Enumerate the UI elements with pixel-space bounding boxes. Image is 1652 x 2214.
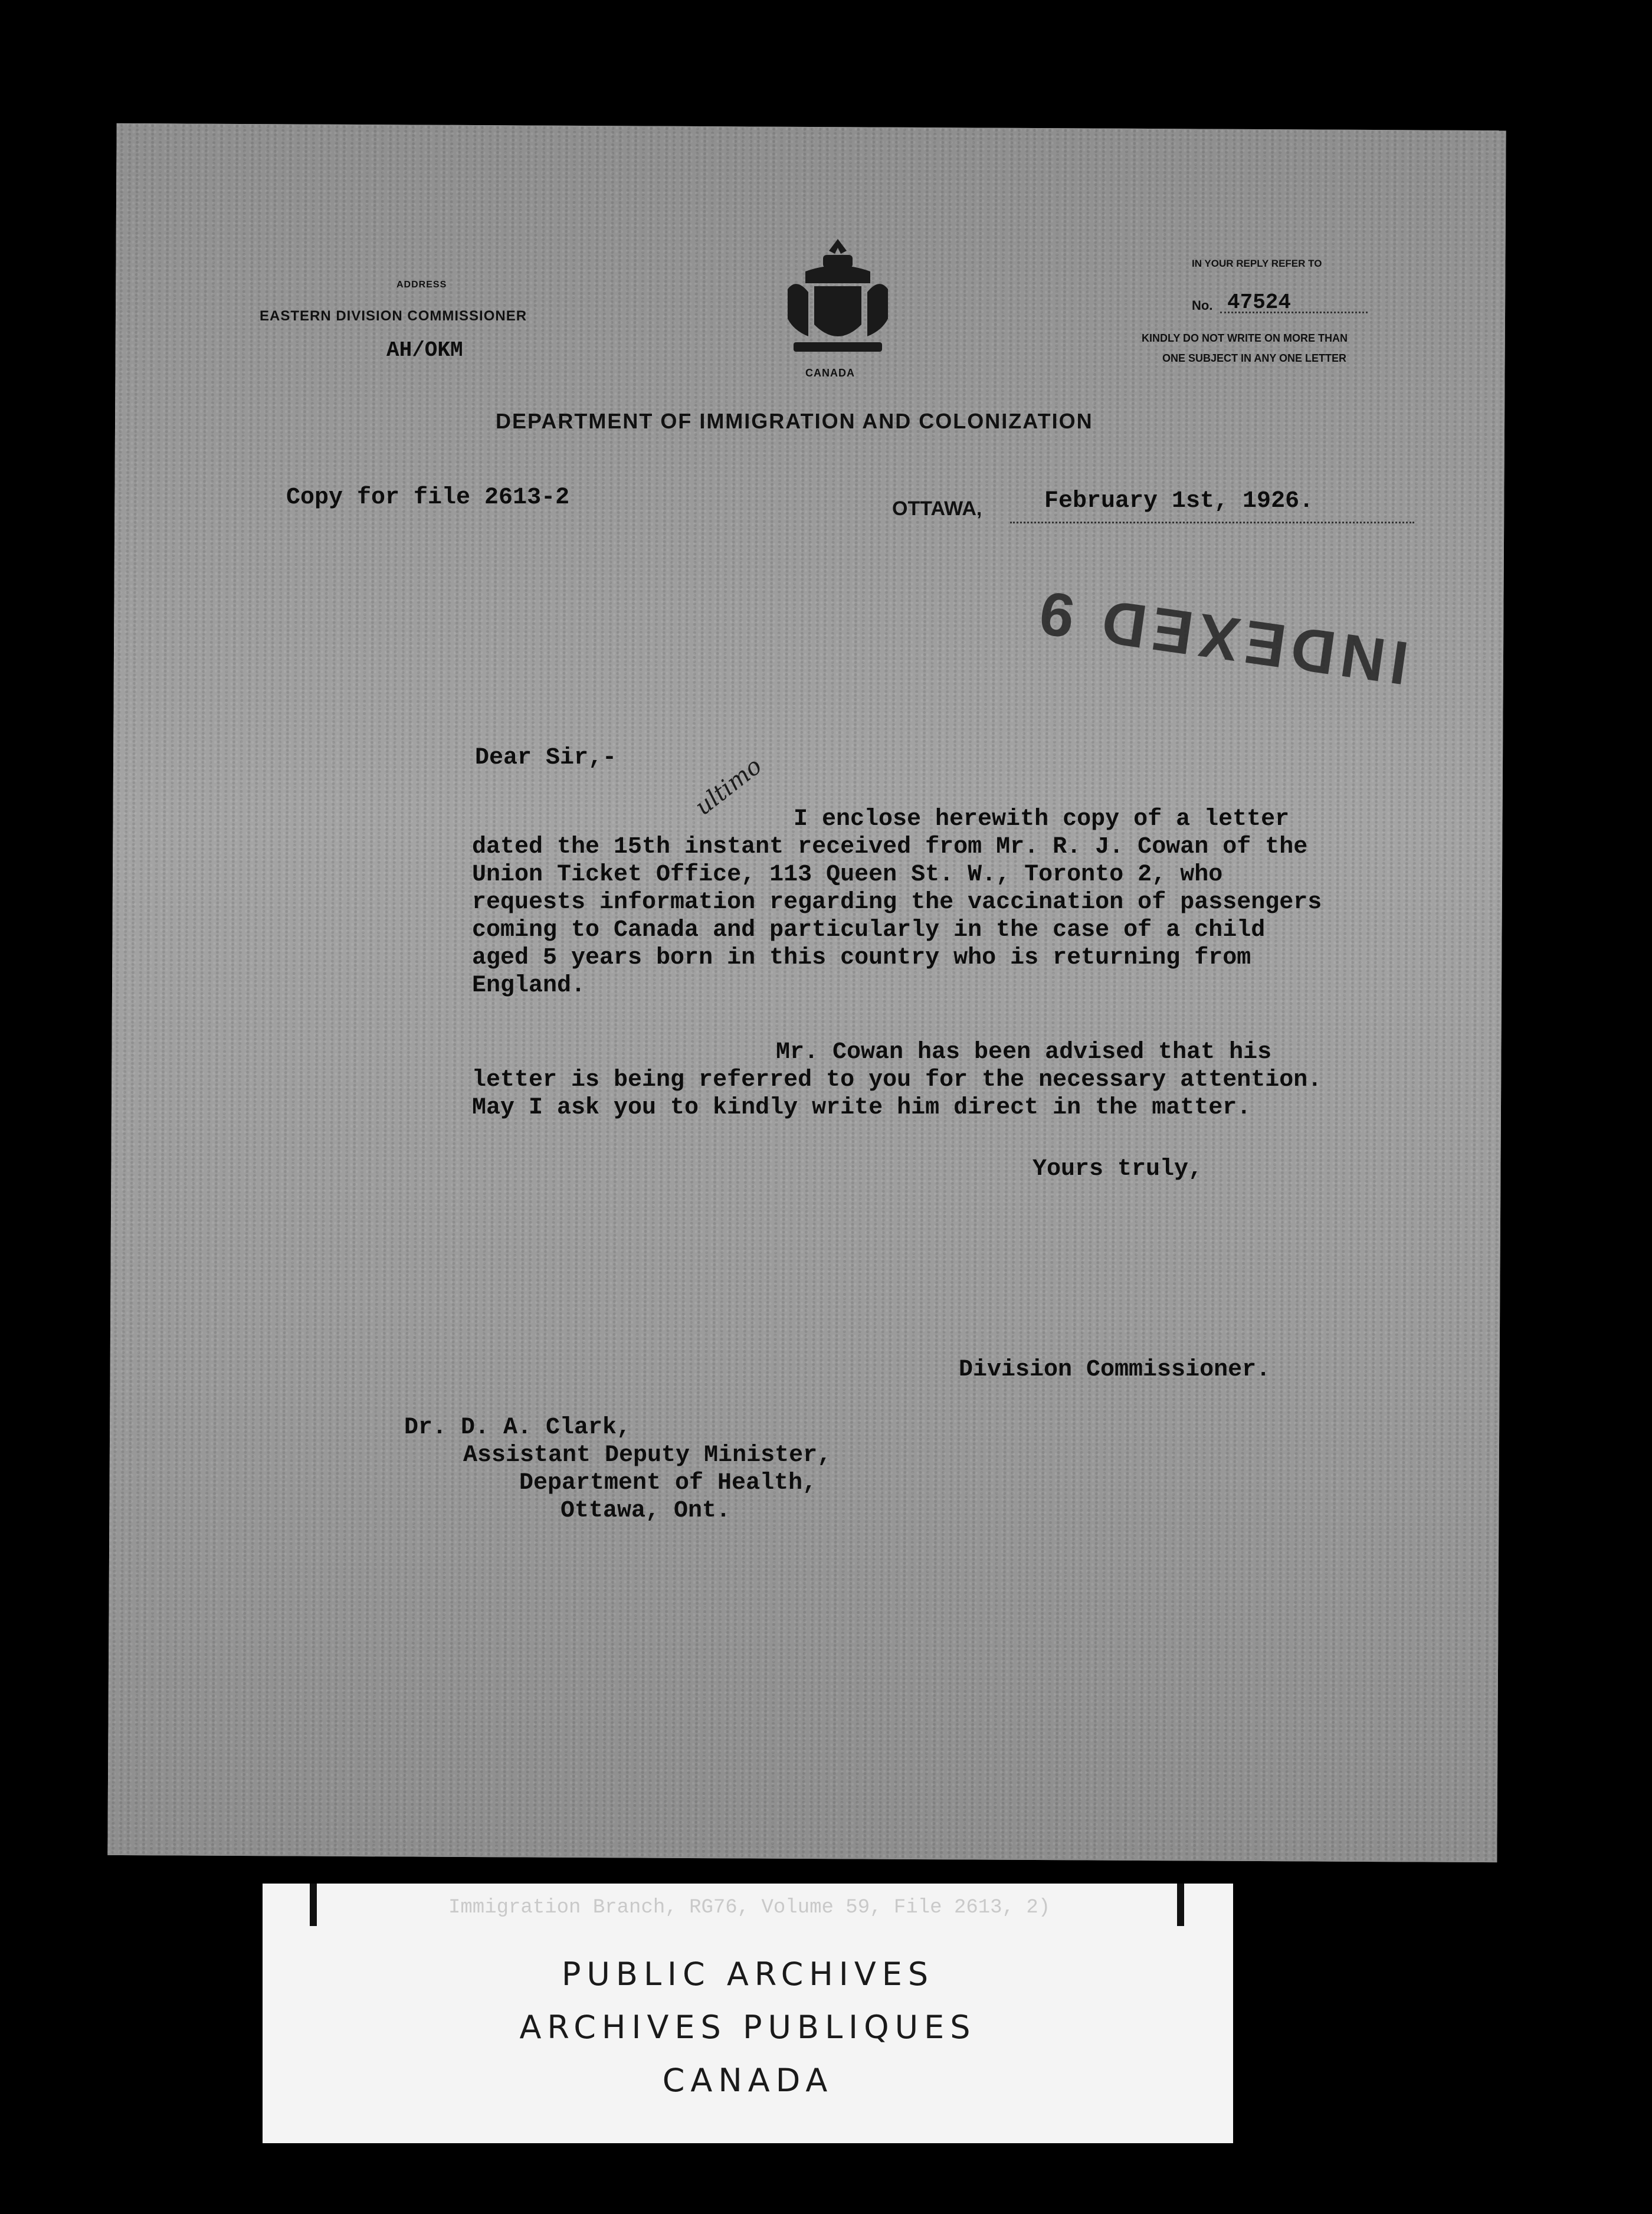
letter-date: February 1st, 1926. — [1044, 488, 1314, 515]
salutation: Dear Sir,- — [475, 745, 617, 771]
closing: Yours truly, — [1032, 1156, 1203, 1183]
addressee-line: Department of Health, — [519, 1470, 817, 1496]
archive-line-2: ARCHIVES PUBLIQUES — [519, 2009, 976, 2046]
place-label: OTTAWA, — [892, 497, 982, 520]
body-line: coming to Canada and particularly in the case of a child — [472, 917, 1266, 944]
body-line: May I ask you to kindly write him direct in the matter. — [472, 1095, 1251, 1121]
indexed-stamp: INDEXED 9 — [1029, 577, 1412, 697]
reference-initials: AH/OKM — [386, 338, 463, 362]
address-office: EASTERN DIVISION COMMISSIONER — [260, 308, 527, 324]
archive-line-3: CANADA — [662, 2062, 834, 2099]
body-line: dated the 15th instant received from Mr. R. J. Cowan of the — [472, 834, 1308, 860]
body-line: Mr. Cowan has been advised that his — [776, 1039, 1272, 1066]
address-label: ADDRESS — [396, 280, 447, 290]
addressee-line: Ottawa, Ont. — [560, 1498, 731, 1524]
date-line — [1010, 522, 1414, 523]
reply-number-label: No. — [1192, 298, 1213, 313]
letter-sheet — [107, 123, 1506, 1862]
body-line: England. — [472, 972, 586, 999]
addressee-line: Assistant Deputy Minister, — [463, 1442, 832, 1469]
archive-reference: Immigration Branch, RG76, Volume 59, File 2613, 2) — [448, 1897, 1051, 1919]
body-line: aged 5 years born in this country who is returning from — [472, 945, 1251, 971]
write-notice-line1: KINDLY DO NOT WRITE ON MORE THAN — [1142, 332, 1348, 344]
reply-number-value: 47524 — [1227, 290, 1292, 315]
coat-of-arms-icon — [782, 236, 894, 360]
handwritten-note: ultimo — [690, 752, 767, 821]
signature-title: Division Commissioner. — [959, 1357, 1271, 1383]
card-clip-left — [310, 1884, 317, 1926]
file-note: Copy for file 2613-2 — [286, 484, 570, 511]
body-line: I enclose herewith copy of a letter — [794, 806, 1290, 833]
card-clip-right — [1177, 1884, 1184, 1926]
archive-line-1: PUBLIC ARCHIVES — [561, 1956, 935, 1993]
write-notice-line2: ONE SUBJECT IN ANY ONE LETTER — [1162, 352, 1347, 364]
reply-notice: IN YOUR REPLY REFER TO — [1192, 258, 1322, 269]
department-title: DEPARTMENT OF IMMIGRATION AND COLONIZATION — [496, 409, 1093, 433]
body-line: letter is being referred to you for the necessary attention. — [472, 1067, 1322, 1093]
crest-caption: CANADA — [805, 367, 855, 379]
archive-card — [263, 1884, 1233, 2143]
body-line: requests information regarding the vaccination of passengers — [472, 889, 1322, 916]
body-line: Union Ticket Office, 113 Queen St. W., Toronto 2, who — [472, 862, 1223, 888]
addressee-line: Dr. D. A. Clark, — [404, 1414, 631, 1441]
reply-number-line — [1220, 312, 1368, 313]
